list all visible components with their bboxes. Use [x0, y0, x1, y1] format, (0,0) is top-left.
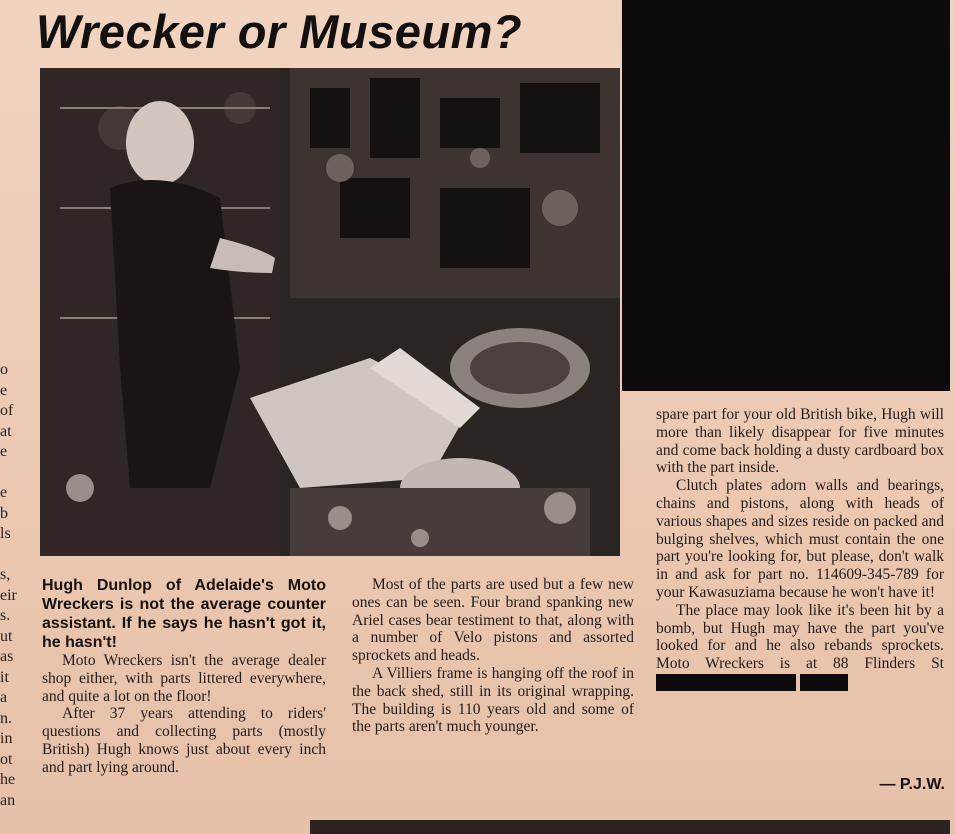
bleed-fragment: b	[0, 504, 8, 522]
bleed-fragment: an	[0, 791, 16, 809]
address-text: The place may look like it's been hit by a bomb, but Hugh may have the part you've looked for and he also rebands sprockets. Moto Wreckers is at 88 Flinders St	[656, 601, 944, 673]
bleed-fragment: eir	[0, 586, 17, 604]
bleed-fragment: a	[0, 689, 8, 706]
article-column-1	[42, 576, 326, 777]
bottom-rule	[310, 820, 950, 834]
bleed-fragment: o	[0, 361, 8, 378]
body-paragraph: A Villiers frame is hanging off the roof in the back shed, still in its original wrapping. The building is 110 years old and some of the parts aren't much younger.	[352, 664, 634, 736]
body-paragraph: Most of the parts are used but a few new ones can be seen. Four brand spanking new Ariel cases bear testiment to that, along with a number of Velo pistons and assorted sprockets and heads.	[352, 576, 634, 665]
lead-paragraph: Hugh Dunlop of Adelaide's Moto Wreckers is not the average counter assistant. If he says he hasn't got it, he hasn't!	[42, 577, 326, 651]
bleed-fragment: ot	[0, 750, 13, 768]
redacted-block	[622, 0, 950, 391]
bleed-fragment: ls	[0, 525, 11, 542]
workshop-photo-illustration	[40, 68, 620, 556]
bleed-fragment: e	[0, 484, 8, 501]
body-paragraph: Clutch plates adorn walls and bearings, chains and pistons, along with heads of various shapes and sizes reside on packed and bulging shelves, which must contain the one part you're looking for, but please, don't walk in and ask for part no. 114609-345-789 for your Kawasuziama because he won't have it!	[656, 477, 944, 601]
bleed-fragment: e	[0, 381, 8, 399]
bleed-fragment: it	[0, 668, 9, 686]
bleed-fragment: of	[0, 402, 14, 419]
article-photo	[40, 68, 620, 556]
bleed-fragment: in	[0, 730, 13, 747]
bleed-fragment: e	[0, 443, 8, 460]
redacted-phone-continued	[800, 674, 848, 691]
bleed-fragment: as	[0, 648, 14, 665]
bleed-fragment: s.	[0, 607, 11, 624]
body-paragraph: spare part for your old British bike, Hugh will more than likely disappear for five minutes and come back holding a dusty cardboard box with the part inside.	[656, 406, 944, 477]
bleed-fragment	[0, 463, 20, 484]
bleed-fragment: ut	[0, 627, 13, 645]
headline: Wrecker or Museum?	[36, 5, 523, 58]
bleed-fragment: n.	[0, 709, 12, 727]
article-column-3	[656, 406, 944, 691]
redacted-phone	[656, 674, 796, 691]
bleed-fragment: he	[0, 771, 16, 788]
author-signoff: — P.J.W.	[879, 776, 945, 793]
body-paragraph: After 37 years attending to riders' questions and collecting parts (mostly British) Hugh knows just about every inch and part lying around.	[42, 705, 326, 776]
article-column-2	[352, 576, 634, 736]
body-paragraph	[656, 602, 944, 691]
bleed-fragment	[0, 545, 20, 566]
adjacent-column-bleed	[0, 360, 20, 811]
bleed-fragment: s,	[0, 566, 11, 583]
body-paragraph: Moto Wreckers isn't the average dealer shop either, with parts littered everywhere, and quite a lot on the floor!	[42, 652, 326, 705]
bleed-fragment: at	[0, 422, 12, 440]
